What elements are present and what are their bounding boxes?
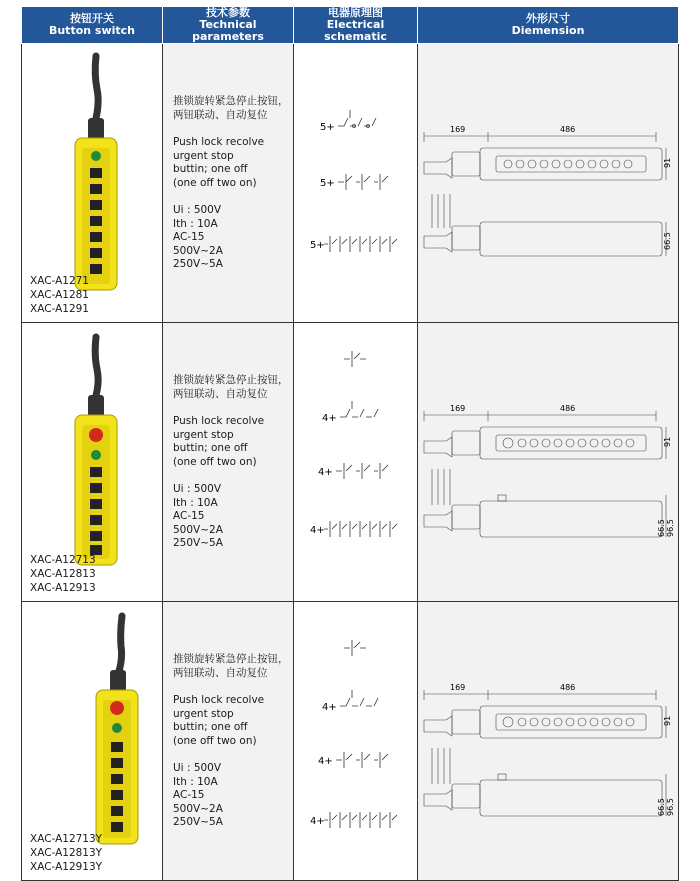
spec-table [21,6,679,881]
model-number: XAC-A12713 [30,554,96,566]
model-list [30,274,89,316]
schematic-prefix: 5+ [310,240,325,251]
tech-param: Ui : 500V [173,204,222,216]
tech-param: Ui : 500V [173,483,222,495]
tech-en: buttin; one off [173,721,248,733]
spec-sheet [21,6,678,881]
tech-en: buttin; one off [173,163,248,175]
dimension-label: 169 [450,125,466,134]
dimension-cell [418,602,679,881]
dimension-label: 66.5 [657,519,666,537]
model-number: XAC-A12813 [30,568,96,580]
header-electrical-schematic [294,7,418,44]
header-en: Electrical schematic [324,18,387,43]
dimension-label: 486 [560,125,576,134]
dimension-label: 91 [663,715,672,726]
tech-params-cell [163,44,294,323]
header-button-switch [22,7,163,44]
dimension-label: 486 [560,404,576,413]
tech-cn: 两钮联动、自动复位 [173,666,268,679]
schematic-prefix: 4+ [310,816,325,827]
tech-en: urgent stop [173,149,234,162]
tech-param: 250V~5A [173,258,223,270]
dimension-label: 96.5 [666,519,675,537]
product-row [22,323,679,602]
tech-en: Push lock recolve [173,136,265,148]
dimension-label: 66.5 [657,798,666,816]
tech-param: 500V~2A [173,802,223,815]
schematic-prefix: 4+ [310,525,325,536]
dimension-label: 66.5 [663,232,672,250]
tech-en: urgent stop [173,428,234,441]
schematic-cell [294,44,418,323]
product-photo-cell [22,323,163,602]
tech-param: 500V~2A [173,244,223,257]
header-cn: 技术参数 [206,6,250,19]
header-cn: 外形尺寸 [526,12,570,25]
model-list [30,553,96,595]
dimension-drawing-icon [418,602,677,880]
model-number: XAC-A1271 [30,275,89,287]
schematic-prefix: 5+ [320,178,335,189]
header-cn: 按钮开关 [70,12,114,25]
header-en: Button switch [48,24,136,37]
tech-param: AC-15 [173,231,205,243]
schematic-cell [294,323,418,602]
product-photo-cell [22,44,163,323]
tech-cn: 推锁旋转紧急停止按钮， [173,95,289,107]
product-row [22,44,679,323]
tech-params-cell [163,323,294,602]
tech-en: (one off two on) [173,176,257,189]
schematic-symbol-icon [294,602,416,880]
tech-cn: 两钮联动、自动复位 [173,387,268,400]
tech-param: 250V~5A [173,537,223,549]
tech-en: Push lock recolve [173,415,265,427]
model-number: XAC-A12813Y [30,847,103,859]
header-en: Diemension [511,24,585,37]
tech-cn: 推锁旋转紧急停止按钮， [173,653,289,665]
dimension-label: 96.5 [666,798,675,816]
dimension-label: 169 [450,404,466,413]
tech-param: Ith : 10A [173,496,218,509]
dimension-cell [418,323,679,602]
header-dimension [418,7,679,44]
model-list [30,832,102,874]
tech-param: Ith : 10A [173,217,218,230]
schematic-prefix: 4+ [318,756,333,767]
schematic-prefix: 5+ [320,122,335,133]
schematic-cell [294,602,418,881]
header-cn: 电器原理图 [328,6,383,19]
tech-params-cell [163,602,294,881]
product-photo-cell [22,602,163,881]
schematic-symbol-icon [294,44,416,322]
model-number: XAC-A12913 [30,582,96,594]
header-en: Technical parameters [192,18,264,43]
dimension-drawing-icon [418,44,677,322]
model-number: XAC-A12713Y [30,833,103,845]
model-number: XAC-A12913Y [30,861,103,873]
tech-param: 250V~5A [173,816,223,828]
tech-en: buttin; one off [173,442,248,454]
dimension-cell [418,44,679,323]
dimension-label: 91 [663,436,672,447]
tech-cn: 两钮联动、自动复位 [173,108,268,121]
tech-param: 500V~2A [173,523,223,536]
dimension-label: 169 [450,683,466,692]
tech-param: Ith : 10A [173,775,218,788]
dimension-label: 486 [560,683,576,692]
tech-param: Ui : 500V [173,762,222,774]
tech-en: (one off two on) [173,734,257,747]
model-number: XAC-A1291 [30,303,89,315]
tech-en: urgent stop [173,707,234,720]
tech-param: AC-15 [173,510,205,522]
schematic-prefix: 4+ [322,413,337,424]
tech-en: Push lock recolve [173,694,265,706]
model-number: XAC-A1281 [30,289,89,301]
dimension-drawing-icon [418,323,677,601]
dimension-label: 91 [663,157,672,168]
schematic-prefix: 4+ [322,702,337,713]
tech-en: (one off two on) [173,455,257,468]
schematic-symbol-icon [294,323,416,601]
header-technical-parameters [163,7,294,44]
product-row [22,602,679,881]
tech-param: AC-15 [173,789,205,801]
tech-cn: 推锁旋转紧急停止按钮， [173,374,289,386]
schematic-prefix: 4+ [318,467,333,478]
header-row [22,7,679,44]
